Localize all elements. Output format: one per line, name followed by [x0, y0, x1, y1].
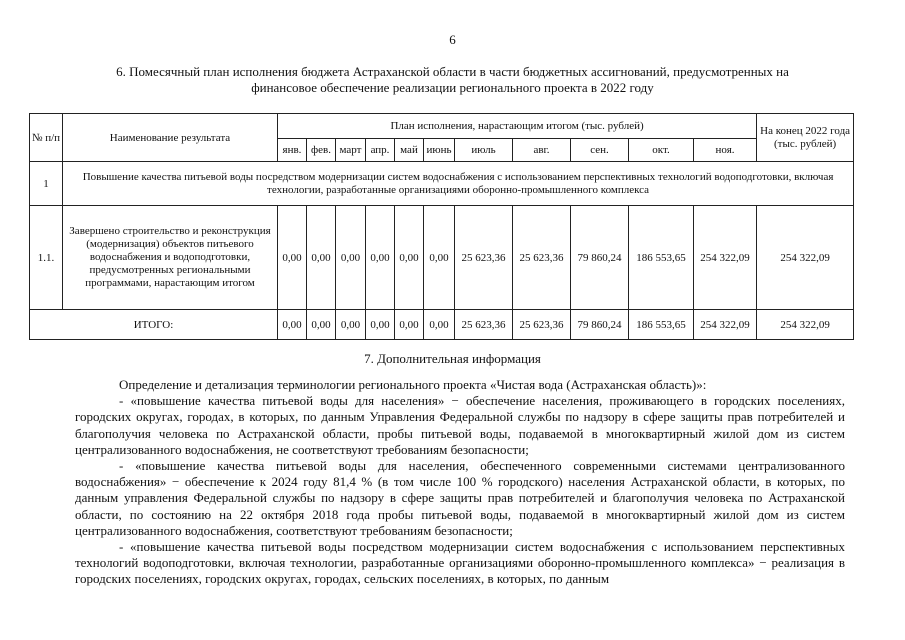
value-cell: 0,00 [424, 206, 455, 310]
value-cell: 79 860,24 [571, 206, 629, 310]
value-cell: 254 322,09 [694, 310, 757, 340]
month-header: июль [455, 139, 513, 162]
paragraph: - «повышение качества питьевой воды для населения» − обеспечение населения, проживающего в городских поселениях, городских округах, городах, в которых, по данным Управления Федеральной службы по надзору в сфере защиты прав потребителей и благополучия человека по Астраханской области, пробы питьевой воды, подаваемой в многоквартирный жилой дом из систем централизованного водоснабжения, не соответствуют требованиям безопасности; [75, 393, 845, 457]
month-header: март [336, 139, 366, 162]
end-of-year-cell: 254 322,09 [757, 310, 854, 340]
section-7-title: 7. Дополнительная информация [364, 351, 541, 366]
month-header: июнь [424, 139, 455, 162]
month-header: май [395, 139, 424, 162]
value-cell: 0,00 [336, 310, 366, 340]
value-cell: 0,00 [395, 206, 424, 310]
row-num: 1 [30, 162, 63, 206]
row-num: 1.1. [30, 206, 63, 310]
value-cell: 0,00 [307, 310, 336, 340]
value-cell: 0,00 [278, 310, 307, 340]
section-6-title [40, 64, 865, 96]
month-header: апр. [366, 139, 395, 162]
value-cell: 0,00 [278, 206, 307, 310]
value-cell: 0,00 [424, 310, 455, 340]
value-cell: 254 322,09 [694, 206, 757, 310]
value-cell: 79 860,24 [571, 310, 629, 340]
header-plan: План исполнения, нарастающим итогом (тыс. рублей) [278, 114, 757, 139]
value-cell: 0,00 [307, 206, 336, 310]
table-row [30, 206, 854, 310]
value-cell: 186 553,65 [629, 310, 694, 340]
section-7-body [75, 377, 845, 588]
page-number: 6 [449, 32, 456, 47]
value-cell: 25 623,36 [455, 206, 513, 310]
budget-plan-table [29, 113, 854, 340]
table-header-row [30, 114, 854, 139]
month-header: авг. [513, 139, 571, 162]
value-cell: 186 553,65 [629, 206, 694, 310]
header-name: Наименование результата [63, 114, 278, 162]
section-6-title-line-1: 6. Помесячный план исполнения бюджета Астраханской области в части бюджетных ассигнований, предусмотренных на [116, 64, 789, 79]
value-cell: 0,00 [395, 310, 424, 340]
month-header: янв. [278, 139, 307, 162]
paragraph: Определение и детализация терминологии регионального проекта «Чистая вода (Астраханская область)»: [119, 377, 707, 392]
row-result-name: Завершено строительство и реконструкция (модернизация) объектов питьевого водоснабжения и водоподготовки, предусмотренных региональными программами, нарастающим итогом [63, 206, 278, 310]
value-cell: 0,00 [366, 310, 395, 340]
value-cell: 0,00 [336, 206, 366, 310]
month-header: сен. [571, 139, 629, 162]
value-cell: 0,00 [366, 206, 395, 310]
month-header: окт. [629, 139, 694, 162]
section-6-title-line-2: финансовое обеспечение реализации регионального проекта в 2022 году [251, 80, 654, 95]
total-label: ИТОГО: [30, 310, 278, 340]
table-total-row [30, 310, 854, 340]
value-cell: 25 623,36 [513, 310, 571, 340]
month-header: ноя. [694, 139, 757, 162]
value-cell: 25 623,36 [513, 206, 571, 310]
row-result-text: Повышение качества питьевой воды посредством модернизации систем водоснабжения с использованием перспективных технологий водоподготовки, включая технологии, разработанные организациями оборонно-промышленного комплекса [63, 162, 854, 206]
table-row [30, 162, 854, 206]
end-of-year-cell: 254 322,09 [757, 206, 854, 310]
header-num: № п/п [30, 114, 63, 162]
value-cell: 25 623,36 [455, 310, 513, 340]
header-end-of-year: На конец 2022 года (тыс. рублей) [757, 114, 854, 162]
paragraph: - «повышение качества питьевой воды для населения, обеспеченного современными системами централизованного водоснабжения» − обеспечение к 2024 году 81,4 % (в том числе 100 % городского) населения Астраханской области, в которых, по данным управления Федеральной службы по надзору в сфере защиты прав потребителей и благополучия человека по Астраханской области, по состоянию на 22 октября 2018 года пробы питьевой воды, подаваемой в многоквартирный жилой дом из систем централизованного водоснабжения, соответствуют требованиям безопасности; [75, 458, 845, 538]
month-header: фев. [307, 139, 336, 162]
paragraph: - «повышение качества питьевой воды посредством модернизации систем водоснабжения с использованием перспективных технологий водоподготовки, включая технологии, разработанные организациями оборонно-промышленного комплекса» − реализация в городских поселениях, городских округах, городах, сельских поселениях, в которых, по данным [75, 539, 845, 587]
